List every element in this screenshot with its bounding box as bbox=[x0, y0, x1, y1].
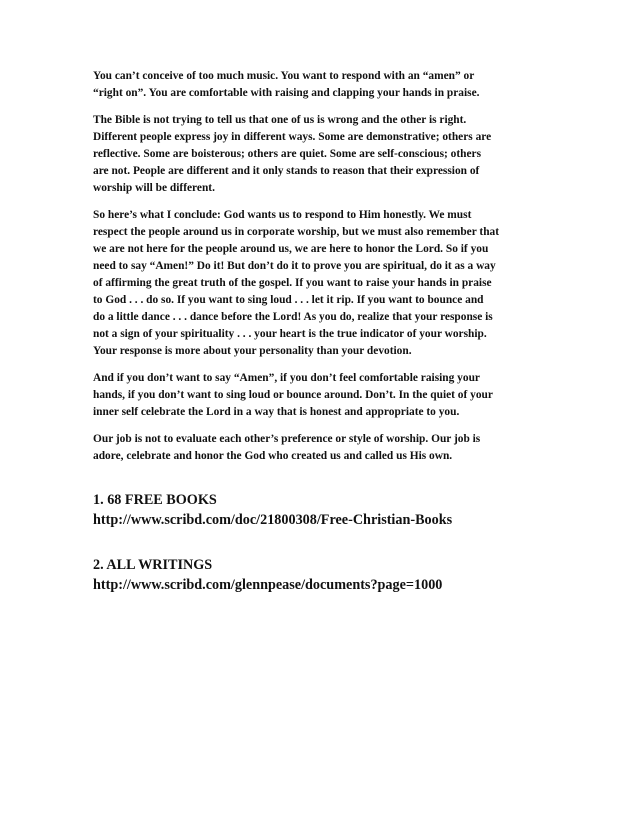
text-line: not a sign of your spirituality . . . your heart is the true indicator of your worship. bbox=[93, 328, 487, 340]
link-heading: 1. 68 FREE BOOKS bbox=[93, 492, 217, 508]
text-line: hands, if you don’t want to sing loud or bounce around. Don’t. In the quiet of your bbox=[93, 389, 493, 401]
text-line: of affirming the great truth of the gospel. If you want to raise your hands in praise bbox=[93, 277, 492, 289]
link-url[interactable]: http://www.scribd.com/glennpease/documents?page=1000 bbox=[93, 577, 443, 593]
text-line: worship will be different. bbox=[93, 182, 215, 194]
text-line: inner self celebrate the Lord in a way that is honest and appropriate to you. bbox=[93, 406, 460, 418]
text-line: we are not here for the people around us, we are here to honor the Lord. So if you bbox=[93, 243, 489, 255]
text-line: respect the people around us in corporate worship, but we must also remember that bbox=[93, 226, 500, 238]
text-line: You can’t conceive of too much music. You want to respond with an “amen” or bbox=[93, 70, 475, 82]
links-section bbox=[93, 490, 573, 595]
link-url[interactable]: http://www.scribd.com/doc/21800308/Free-Christian-Books bbox=[93, 512, 453, 528]
paragraph-conclusion bbox=[93, 207, 545, 360]
text-line: need to say “Amen!” Do it! But don’t do it to prove you are spiritual, do it as a way bbox=[93, 260, 496, 272]
text-line: are not. People are different and it only stands to reason that their expression of bbox=[93, 165, 480, 177]
text-line: So here’s what I conclude: God wants us to respond to Him honestly. We must bbox=[93, 209, 472, 221]
text-line: adore, celebrate and honor the God who created us and called us His own. bbox=[93, 450, 453, 462]
text-line: “right on”. You are comfortable with raising and clapping your hands in praise. bbox=[93, 87, 480, 99]
document-body bbox=[93, 68, 545, 475]
link-heading: 2. ALL WRITINGS bbox=[93, 557, 213, 573]
paragraph-our-job bbox=[93, 431, 545, 465]
text-line: The Bible is not trying to tell us that one of us is wrong and the other is right. bbox=[93, 114, 467, 126]
text-line: And if you don’t want to say “Amen”, if you don’t feel comfortable raising your bbox=[93, 372, 480, 384]
link-block-free-books bbox=[93, 490, 573, 530]
link-block-all-writings bbox=[93, 555, 573, 595]
text-line: reflective. Some are boisterous; others are quiet. Some are self-conscious; others bbox=[93, 148, 482, 160]
paragraph-music bbox=[93, 68, 545, 102]
text-line: Your response is more about your personality than your devotion. bbox=[93, 345, 412, 357]
text-line: to God . . . do so. If you want to sing loud . . . let it rip. If you want to bounce and bbox=[93, 294, 484, 306]
paragraph-amen bbox=[93, 370, 545, 421]
text-line: do a little dance . . . dance before the Lord! As you do, realize that your response is bbox=[93, 311, 493, 323]
paragraph-bible bbox=[93, 112, 545, 197]
text-line: Different people express joy in different ways. Some are demonstrative; others are bbox=[93, 131, 492, 143]
text-line: Our job is not to evaluate each other’s preference or style of worship. Our job is bbox=[93, 433, 481, 445]
